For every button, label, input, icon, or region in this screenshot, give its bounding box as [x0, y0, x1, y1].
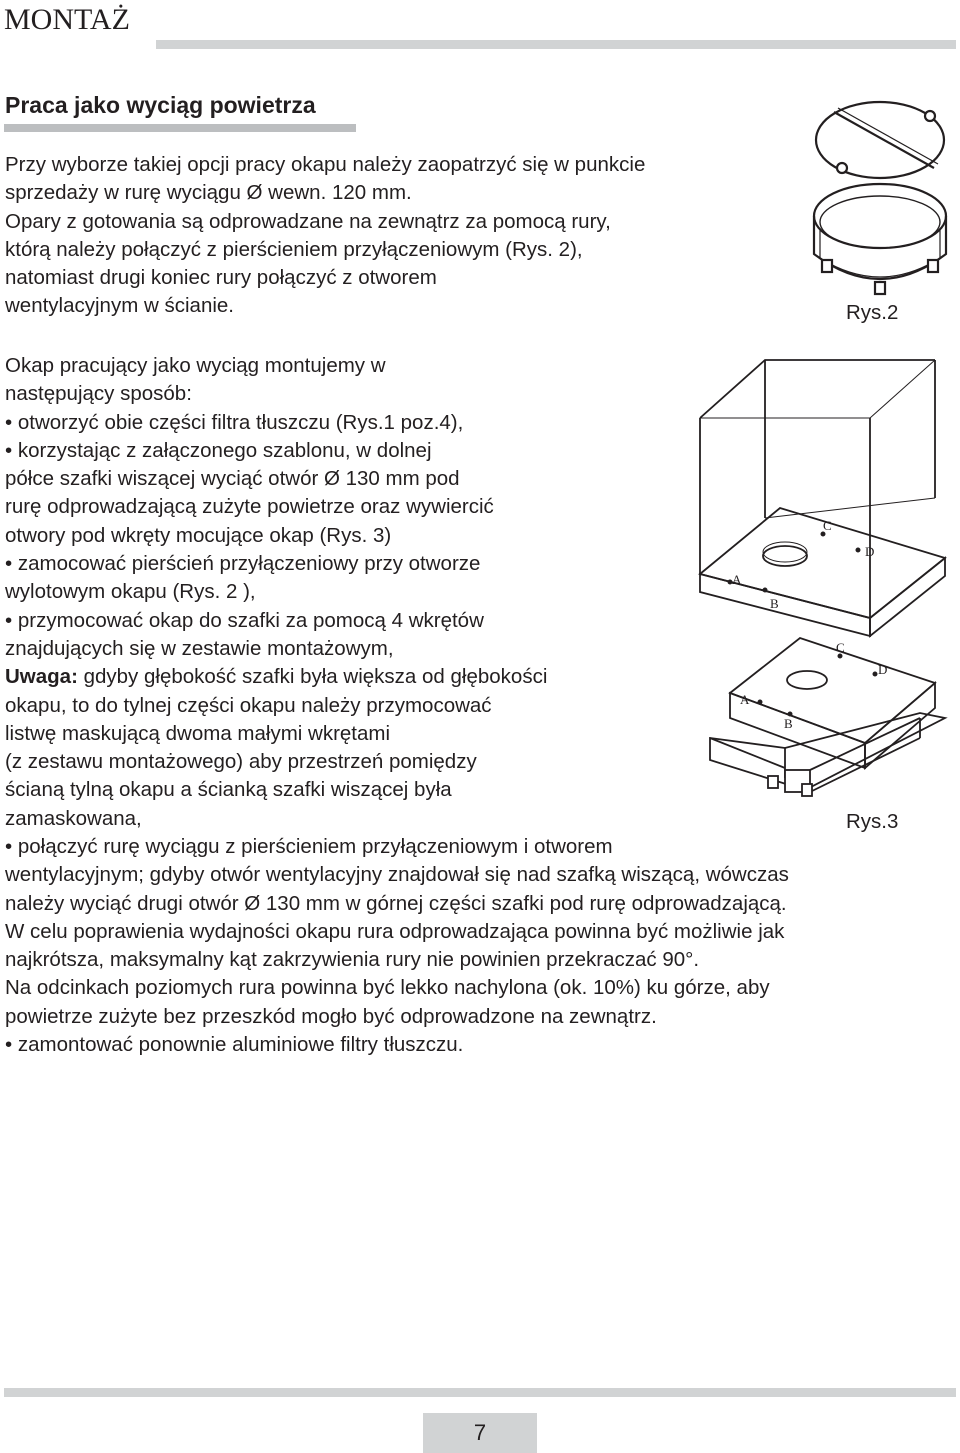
intro-line: którą należy połączyć z pierścieniem przyłączeniowym (Rys. 2), — [5, 237, 583, 261]
steps-line: rurę odprowadzającą zużyte powietrze oraz wywiercić — [5, 495, 494, 519]
mounting-steps — [5, 352, 547, 833]
intro-paragraph — [5, 151, 645, 321]
note-line: okapu, to do tylnej części okapu należy przymocować — [5, 693, 492, 717]
intro-line: Przy wyborze takiej opcji pracy okapu należy zaopatrzyć się w punkcie — [5, 153, 646, 176]
steps-line: otwory pod wkręty mocujące okap (Rys. 3) — [5, 523, 392, 547]
steps-line: • przymocować okap do szafki za pomocą 4 wkrętów — [5, 608, 484, 632]
note-line — [5, 663, 547, 691]
note-lead: Uwaga: — [5, 665, 78, 689]
header-rule — [156, 40, 956, 49]
steps-line: półce szafki wiszącej wyciąć otwór Ø 130 mm pod — [5, 467, 460, 491]
steps-wide-line: powietrze zużyte bez przeszkód mogło być odprowadzone na zewnątrz. — [5, 1004, 657, 1028]
steps-wide-line: wentylacyjnym; gdyby otwór wentylacyjny znajdował się nad szafką wiszącą, wówczas — [5, 863, 789, 887]
steps-line: znajdujących się w zestawie montażowym, — [5, 636, 394, 660]
page-number: 7 — [423, 1413, 537, 1453]
page-header-title: MONTAŻ — [4, 3, 130, 36]
intro-line: sprzedaży w rurę wyciągu Ø wewn. 120 mm. — [5, 181, 412, 205]
fig3-letter-b-top: B — [770, 596, 779, 611]
steps-wide-line: należy wyciąć drugi otwór Ø 130 mm w górnej części szafki pod rurę odprowadzającą. — [5, 891, 787, 915]
fig3-letter-d-bottom: D — [878, 662, 888, 677]
figure-2-connection-ring — [800, 98, 960, 298]
intro-line: wentylacyjnym w ścianie. — [5, 294, 234, 318]
fig3-letter-c-top: C — [823, 518, 832, 533]
section-title: Praca jako wyciąg powietrza — [5, 92, 316, 118]
note-first-line: gdyby głębokość szafki była większa od głębokości — [77, 665, 548, 689]
note-line: listwę maskującą dwoma małymi wkrętami — [5, 721, 391, 745]
note-line: (z zestawu montażowego) aby przestrzeń pomiędzy — [5, 750, 477, 774]
steps-wide-line: W celu poprawienia wydajności okapu rura odprowadzająca powinna być możliwie jak — [5, 919, 785, 943]
intro-line: natomiast drugi koniec rury połączyć z otworem — [5, 266, 437, 290]
note-line: ścianą tylną okapu a ścianką szafki wiszącej była — [5, 778, 452, 802]
steps-line: • korzystając z załączonego szablonu, w dolnej — [5, 438, 432, 462]
steps-line: • zamocować pierścień przyłączeniowy przy otworze — [5, 552, 481, 576]
ring-flange-drawing — [816, 102, 944, 178]
hood-drawing — [710, 638, 945, 796]
steps-wide-line: Na odcinkach poziomych rura powinna być lekko nachylona (ok. 10%) ku górze, aby — [5, 976, 770, 1000]
section-rule — [4, 124, 356, 132]
footer-rule — [4, 1388, 956, 1397]
fig3-letter-b-bottom: B — [784, 716, 793, 731]
note-line: zamaskowana, — [5, 806, 142, 830]
figure-3-cabinet-hood — [690, 318, 960, 798]
intro-line: Opary z gotowania są odprowadzane na zewnątrz za pomocą rury, — [5, 209, 611, 233]
steps-line: wylotowym okapu (Rys. 2 ), — [5, 580, 256, 604]
fig3-letter-c-bottom: C — [836, 640, 845, 655]
steps-wide-line: • połączyć rurę wyciągu z pierścieniem przyłączeniowym i otworem — [5, 835, 613, 858]
steps-line: • otworzyć obie części filtra tłuszczu (Rys.1 poz.4), — [5, 410, 464, 434]
fig3-letter-d-top: D — [865, 544, 875, 559]
steps-line: następujący sposób: — [5, 382, 192, 406]
fig3-letter-a-top: A — [732, 572, 742, 587]
figure-3-label: Rys.3 — [846, 810, 899, 833]
steps-wide-line: najkrótsza, maksymalny kąt zakrzywienia rury nie powinien przekraczać 90°. — [5, 948, 700, 972]
mounting-steps-continued — [5, 833, 789, 1059]
figure-2-label: Rys.2 — [846, 301, 899, 324]
wall-cabinet-drawing — [700, 360, 945, 636]
steps-line: Okap pracujący jako wyciąg montujemy w — [5, 354, 386, 377]
ring-sleeve-drawing — [814, 184, 946, 294]
steps-wide-line: • zamontować ponownie aluminiowe filtry tłuszczu. — [5, 1033, 464, 1057]
fig3-letter-a-bottom: A — [740, 692, 750, 707]
